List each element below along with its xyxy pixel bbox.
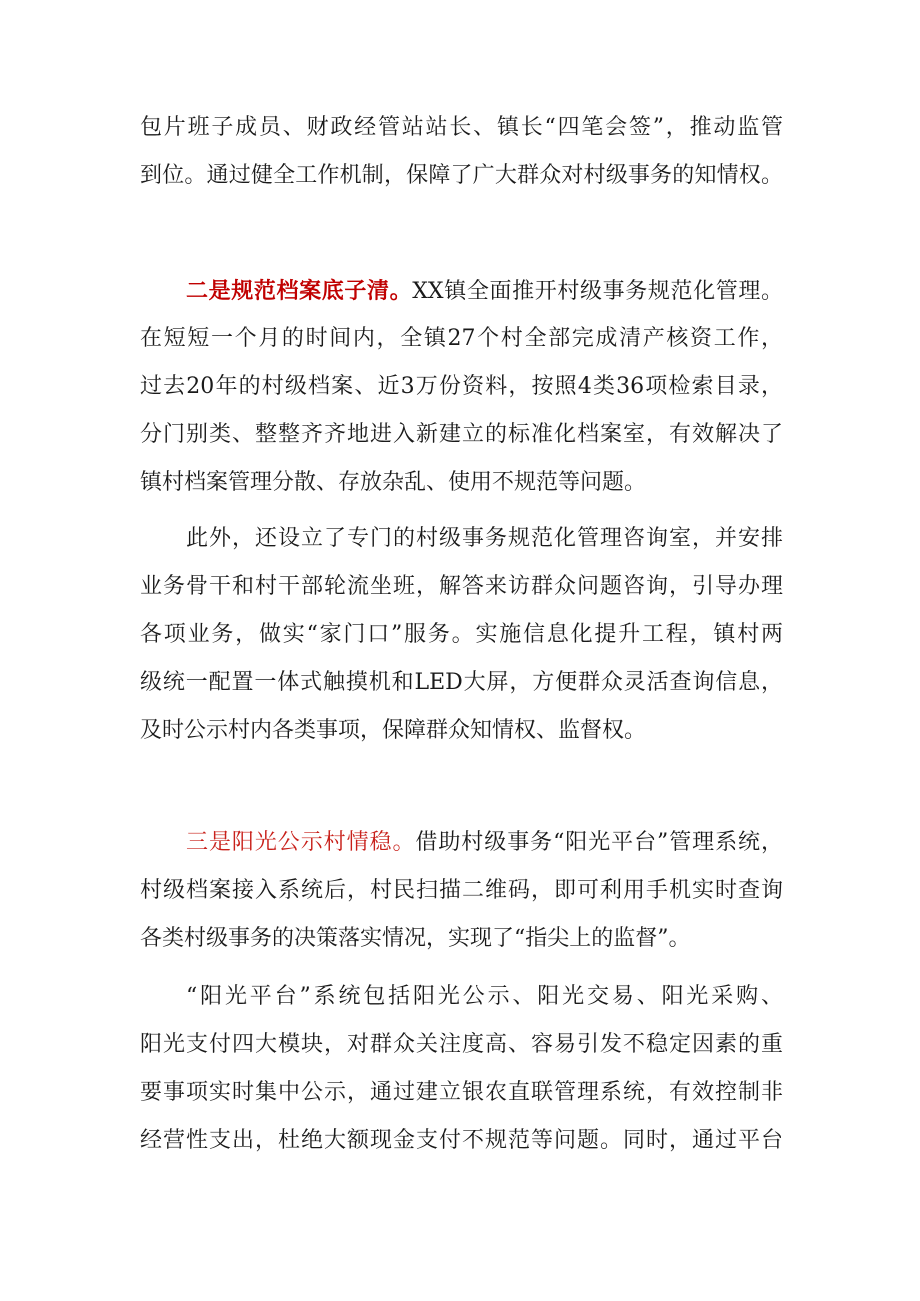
paragraph-continued [140,104,783,200]
paragraph-line: 要事项实时集中公示，通过建立银农直联管理系统，有效控制非 [140,1080,783,1105]
paragraph-first-line [140,819,783,867]
paragraph-line: 阳光支付四大模块，对群众关注度高、容易引发不稳定因素的重 [140,1032,783,1057]
paragraph-line-text: 借助村级事务“阳光平台”管理系统， [415,830,783,855]
paragraph-lead-heading: 三是阳光公示村情稳。 [186,830,416,855]
paragraph-line-text: XX镇全面推开村级事务规范化管理。 [412,279,783,304]
paragraph-line: 包片班子成员、财政经管站站长、镇长“四笔会签”，推动监管 [140,115,783,140]
paragraph-platform [140,973,783,1165]
paragraph-consulting [140,515,783,755]
paragraph-line: 镇村档案管理分散、存放杂乱、使用不规范等问题。 [140,470,647,495]
paragraph-line: 过去20年的村级档案、近3万份资料，按照4类36项检索目录， [140,374,783,399]
paragraph-archives [140,267,783,507]
paragraph-line: 及时公示村内各类事项，保障群众知情权、监督权。 [140,718,647,743]
paragraph-line: “阳光平台”系统包括阳光公示、阳光交易、阳光采购、 [186,984,783,1009]
paragraph-line: 级统一配置一体式触摸机和LED大屏，方便群众灵活查询信息， [140,670,783,695]
paragraph-line: 各类村级事务的决策落实情况，实现了“指尖上的监督”。 [140,926,691,951]
paragraph-line: 分门别类、整整齐齐地进入新建立的标准化档案室，有效解决了 [140,422,783,447]
paragraph-sunshine [140,819,783,963]
paragraph-line: 到位。通过健全工作机制，保障了广大群众对村级事务的知情权。 [140,163,783,188]
paragraph-line: 经营性支出，杜绝大额现金支付不规范等问题。同时，通过平台 [140,1128,783,1153]
paragraph-line: 此外，还设立了专门的村级事务规范化管理咨询室，并安排 [186,526,783,551]
paragraph-line: 各项业务，做实“家门口”服务。实施信息化提升工程，镇村两 [140,622,783,647]
paragraph-line: 村级档案接入系统后，村民扫描二维码，即可利用手机实时查询 [140,878,783,903]
paragraph-lead-heading: 二是规范档案底子清。 [186,278,413,304]
paragraph-line: 业务骨干和村干部轮流坐班，解答来访群众问题咨询，引导办理 [140,574,783,599]
paragraph-line: 在短短一个月的时间内，全镇27个村全部完成清产核资工作， [140,326,783,351]
paragraph-first-line [140,267,783,315]
